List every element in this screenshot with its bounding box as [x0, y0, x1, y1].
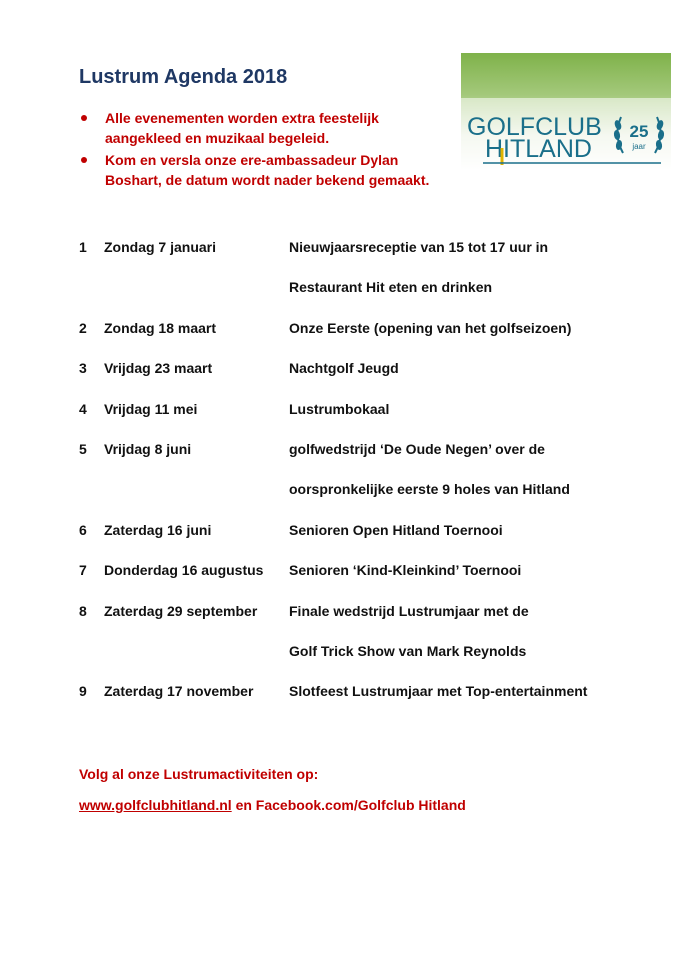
event-description: Slotfeest Lustrumjaar met Top-entertainment: [289, 683, 588, 700]
event-description: Lustrumbokaal: [289, 400, 390, 417]
event-number: 8: [79, 602, 87, 619]
schedule-row: [79, 277, 659, 317]
bullet-dot-icon: [81, 157, 87, 163]
schedule-row: [79, 641, 659, 681]
intro-bullet-text: Kom en versla onze ere-ambassadeur Dylan Boshart, de datum wordt nader bekend gemaakt.: [105, 152, 430, 188]
intro-bullet: [79, 150, 459, 190]
event-description: Onze Eerste (opening van het golfseizoen): [289, 319, 572, 336]
logo-text-golfclub: GOLFCLUB: [467, 113, 602, 141]
event-date: Zondag 18 maart: [104, 319, 217, 336]
intro-bullet: [79, 108, 459, 148]
event-number: 9: [79, 683, 87, 700]
event-date: Zaterdag 17 november: [104, 683, 254, 700]
event-date: Zaterdag 16 juni: [104, 521, 212, 538]
event-description: Senioren ‘Kind-Kleinkind’ Toernooi: [289, 562, 522, 579]
event-number: 5: [79, 440, 87, 457]
event-description: Restaurant Hit eten en drinken: [289, 279, 493, 296]
schedule-row: [79, 520, 659, 560]
event-date: Vrijdag 8 juni: [104, 440, 192, 457]
schedule-row: [79, 237, 659, 277]
event-number: 3: [79, 360, 87, 377]
event-description: golfwedstrijd ‘De Oude Negen’ over de: [289, 440, 545, 457]
footer-follow-text: Volg al onze Lustrumactiviteiten op:: [79, 766, 319, 782]
event-number: 2: [79, 319, 87, 336]
schedule-row: [79, 601, 659, 641]
schedule-row: [79, 318, 659, 358]
event-date: Vrijdag 11 mei: [104, 400, 198, 417]
event-number: 7: [79, 562, 87, 579]
event-number: 4: [79, 400, 87, 417]
event-date: Vrijdag 23 maart: [104, 360, 213, 377]
event-description: Golf Trick Show van Mark Reynolds: [289, 642, 527, 659]
schedule-row: [79, 681, 659, 721]
logo-graphic: [461, 53, 671, 171]
schedule-row: [79, 479, 659, 519]
golfclub-hitland-logo: [461, 53, 671, 171]
logo-text-hitland: HITLAND: [485, 135, 592, 163]
facebook-text: en Facebook.com/Golfclub Hitland: [231, 797, 466, 813]
event-number: 6: [79, 521, 87, 538]
event-description: Nachtgolf Jeugd: [289, 360, 399, 377]
schedule-row: [79, 439, 659, 479]
website-link[interactable]: www.golfclubhitland.nl: [79, 797, 232, 813]
schedule-row: [79, 399, 659, 439]
event-date: Zondag 7 januari: [104, 239, 217, 255]
event-schedule: [79, 237, 659, 722]
event-description: oorspronkelijke eerste 9 holes van Hitland: [289, 481, 570, 498]
event-date: Zaterdag 29 september: [104, 602, 258, 619]
event-date: Donderdag 16 augustus: [104, 562, 264, 579]
event-description: Finale wedstrijd Lustrumjaar met de: [289, 602, 529, 619]
schedule-row: [79, 358, 659, 398]
intro-bullet-list: [79, 108, 459, 192]
event-description: Nieuwjaarsreceptie van 15 tot 17 uur in: [289, 239, 549, 255]
page-title: Lustrum Agenda 2018: [79, 66, 288, 88]
schedule-row: [79, 560, 659, 600]
event-number: 1: [79, 239, 87, 255]
footer-links-line: [79, 795, 466, 815]
bullet-dot-icon: [81, 115, 87, 121]
intro-bullet-text: Alle evenementen worden extra feestelijk aangekleed en muzikaal begeleid.: [105, 110, 379, 146]
logo-badge-word: jaar: [632, 142, 646, 151]
logo-badge-number: 25: [629, 122, 649, 141]
event-description: Senioren Open Hitland Toernooi: [289, 521, 503, 538]
